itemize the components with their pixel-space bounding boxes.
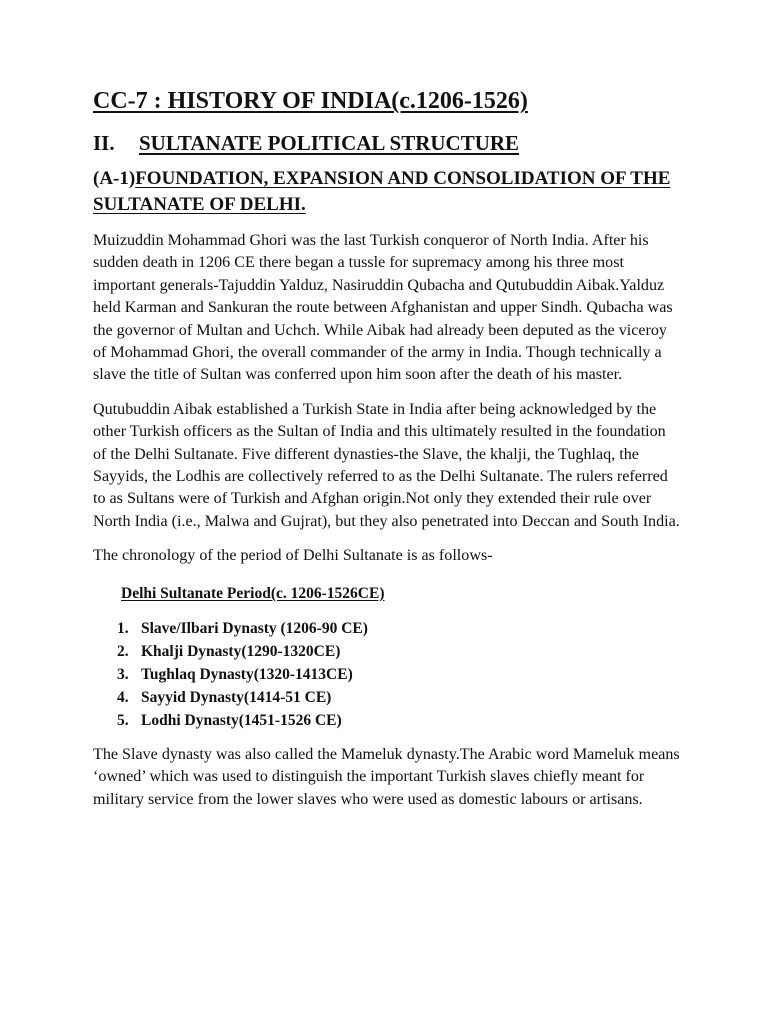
list-item bbox=[117, 663, 683, 686]
list-item-text: Tughlaq Dynasty(1320-1413CE) bbox=[141, 665, 353, 683]
period-heading: Delhi Sultanate Period(c. 1206-1526CE) bbox=[121, 584, 385, 602]
dynasty-list bbox=[93, 617, 683, 732]
list-item-text: Lodhi Dynasty(1451-1526 CE) bbox=[141, 711, 342, 729]
subsection-prefix: (A-1) bbox=[93, 168, 136, 189]
list-item bbox=[117, 640, 683, 663]
list-item-number: 5. bbox=[117, 711, 129, 729]
list-item bbox=[117, 617, 683, 640]
list-item-number: 2. bbox=[117, 642, 129, 660]
section-title: SULTANATE POLITICAL STRUCTURE bbox=[139, 131, 520, 155]
paragraph-ghori: Muizuddin Mohammad Ghori was the last Turkish conqueror of North India. After his sudden death in 1206 CE there began a tussle for supremacy among his three most important generals-Tajuddin Yalduz, Nasiruddin Qubacha and Qutubuddin Aibak.Yalduz held Karman and Sankuran the route between Afghanistan and upper Sindh. Qubacha was the governor of Multan and Uchch. While Aibak had already been deputed as the viceroy of Mohammad Ghori, the overall commander of the army in India. Though technically a slave the title of Sultan was conferred upon him soon after the death of his master. bbox=[93, 232, 673, 384]
list-item-text: Khalji Dynasty(1290-1320CE) bbox=[141, 642, 341, 660]
subsection-heading bbox=[93, 166, 683, 218]
list-item bbox=[117, 686, 683, 709]
paragraph-chronology-intro: The chronology of the period of Delhi Sultanate is as follows- bbox=[93, 547, 493, 565]
paragraph-aibak: Qutubuddin Aibak established a Turkish State in India after being acknowledged by the other Turkish officers as the Sultan of India and this ultimately resulted in the foundation of the Delhi Sultanate. Five different dynasties-the Slave, the khalji, the Tughlaq, the Sayyids, the Lodhis are collectively referred to as the Delhi Sultanate. The rulers referred to as Sultans were of Turkish and Afghan origin.Not only they extended their rule over North India (i.e., Malwa and Gujrat), but they also penetrated into Deccan and South India. bbox=[93, 400, 680, 530]
course-title: CC-7 : HISTORY OF INDIA(c.1206-1526) bbox=[93, 88, 528, 114]
list-item-number: 3. bbox=[117, 665, 129, 683]
section-heading bbox=[93, 128, 683, 158]
list-item-text: Slave/Ilbari Dynasty (1206-90 CE) bbox=[141, 619, 368, 637]
subsection-title: FOUNDATION, EXPANSION AND CONSOLIDATION OF THE SULTANATE OF DELHI. bbox=[93, 168, 671, 215]
list-item-number: 4. bbox=[117, 688, 129, 706]
list-item-number: 1. bbox=[117, 619, 129, 637]
paragraph-mameluk: The Slave dynasty was also called the Mameluk dynasty.The Arabic word Mameluk means ‘owned’ which was used to distinguish the important Turkish slaves chiefly meant for military service from the lower slaves who were used as domestic labours or artisans. bbox=[93, 745, 680, 808]
list-item-text: Sayyid Dynasty(1414-51 CE) bbox=[141, 688, 332, 706]
section-number: II. bbox=[93, 131, 115, 155]
document-page bbox=[93, 84, 683, 811]
list-item bbox=[117, 709, 683, 732]
